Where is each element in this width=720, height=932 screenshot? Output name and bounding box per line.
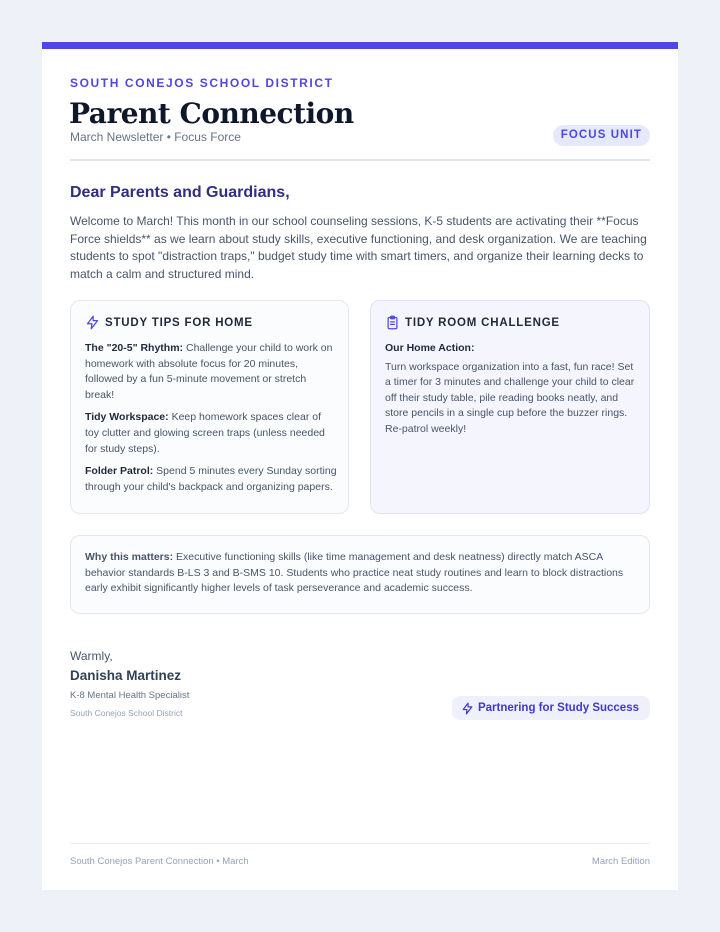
- tip-item: [85, 464, 337, 495]
- letter-intro: Welcome to March! This month in our school counseling sessions, K-5 students are activating their **Focus Force shields** as we learn about study skills, executive functioning, and desk organization. We are teaching students to spot "distraction traps," budget study time with smart timers, and organize their learning decks to match a calm and structured mind.: [70, 214, 647, 281]
- study-tips-heading: STUDY TIPS FOR HOME: [105, 316, 253, 329]
- partner-badge-label: Partnering for Study Success: [477, 702, 639, 714]
- lightning-icon: [461, 702, 474, 715]
- tip-title: Folder Patrol:: [85, 465, 154, 478]
- page-subtitle: March Newsletter • Focus Force: [70, 130, 241, 144]
- newsletter-page: [42, 42, 678, 890]
- footer-divider: [70, 843, 650, 844]
- tip-item: [85, 341, 337, 403]
- why-matters-text: [85, 550, 625, 597]
- tidy-room-card: [370, 300, 650, 514]
- tip-text: Challenge your child to work on homework with absolute focus for 20 minutes, followed by a fun 5-minute movement or stretch break!: [85, 342, 333, 401]
- study-tips-card: [70, 300, 349, 514]
- focus-unit-badge: FOCUS UNIT: [553, 125, 650, 146]
- tip-text: Keep homework spaces clear of toy clutter and glowing screen traps (unless needed for study steps).: [85, 411, 325, 455]
- tip-title: The "20-5" Rhythm:: [85, 342, 184, 354]
- lightning-icon: [85, 315, 100, 330]
- clipboard-icon: [385, 315, 400, 330]
- home-action-text: Turn workspace organization into a fast, fun race! Set a timer for 3 minutes and challenge your child to clear off their study table, pile reading books neatly, and store pencils in a single cup before the buzzer rings. Re-patrol weekly!: [385, 360, 635, 435]
- letter-greeting: Dear Parents and Guardians,: [70, 184, 290, 201]
- why-matters-body: Executive functioning skills (like time management and desk neatness) directly match ASCA behavior standards B-LS 3 and B-SMS 10. Students who practice neat study routines and learn to block distractions early exhibit significantly higher levels of task perseverance and academic success.: [85, 551, 624, 595]
- tip-text: Spend 5 minutes every Sunday sorting through your child's backpack and organizing papers.: [85, 465, 337, 493]
- signature-org: South Conejos School District: [70, 708, 183, 718]
- study-tips-list: [85, 341, 337, 502]
- signature-closing: Warmly,: [70, 649, 113, 663]
- tip-title: Tidy Workspace:: [85, 411, 169, 424]
- district-name: SOUTH CONEJOS SCHOOL DISTRICT: [70, 76, 334, 90]
- home-action-title: Our Home Action:: [385, 342, 475, 354]
- why-matters-title: Why this matters:: [85, 551, 174, 563]
- page-title: Parent Connection: [69, 97, 354, 130]
- tidy-room-body: [385, 341, 639, 438]
- signature-name: Danisha Martinez: [70, 668, 182, 683]
- header-divider: [70, 159, 650, 161]
- tidy-room-heading: TIDY ROOM CHALLENGE: [405, 316, 560, 329]
- tidy-room-header: [385, 315, 560, 330]
- partner-badge: [452, 696, 650, 720]
- signature-role: K-8 Mental Health Specialist: [70, 690, 190, 701]
- why-matters-card: [70, 535, 650, 614]
- footer-right-text: March Edition: [591, 856, 650, 867]
- study-tips-header: [85, 315, 253, 330]
- footer-left-text: South Conejos Parent Connection • March: [70, 856, 249, 867]
- tip-item: [85, 410, 337, 457]
